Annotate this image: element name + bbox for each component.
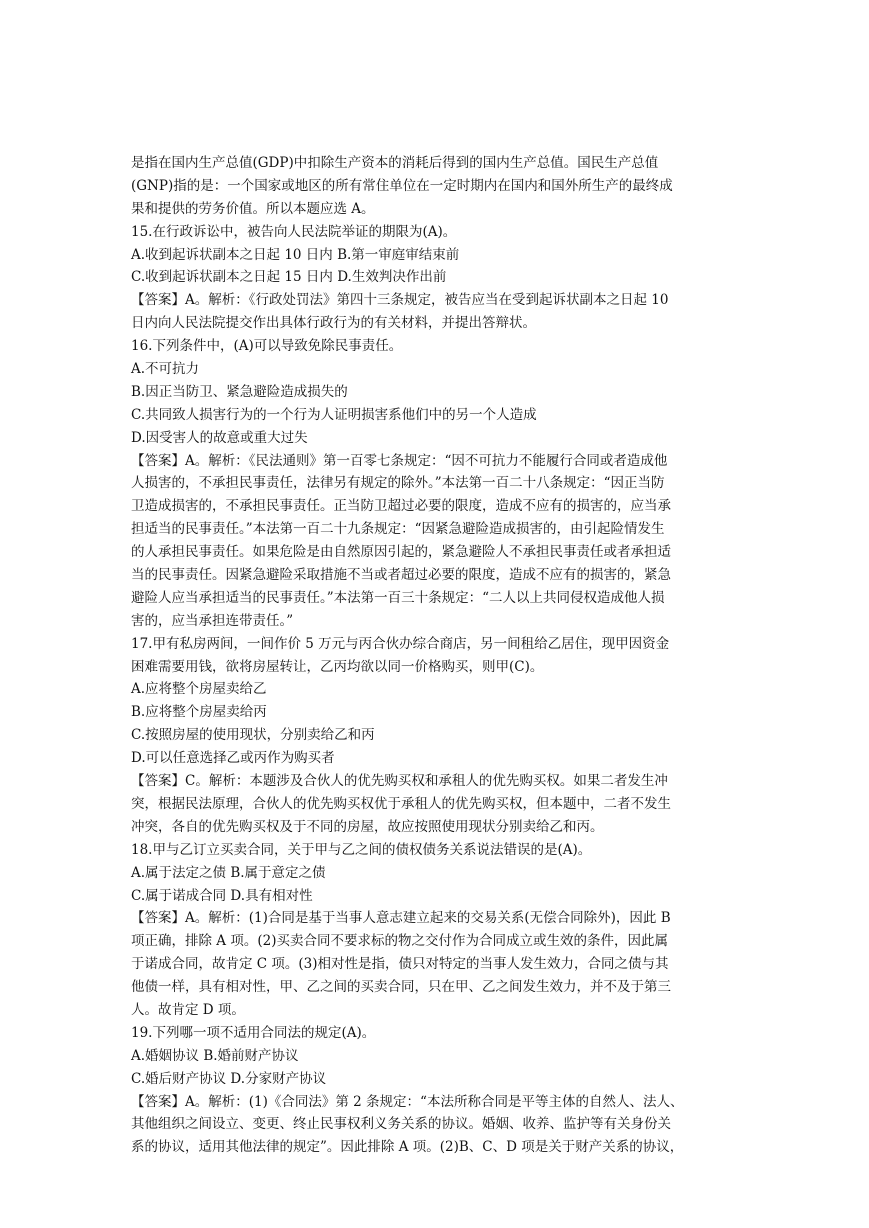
text-line: 【答案】A。解析：(1)合同是基于当事人意志建立起来的交易关系(无偿合同除外)，因此 B: [131, 910, 671, 927]
text-line: 19.下列哪一项不适用合同法的规定(A)。: [131, 1024, 376, 1041]
text-line: 系的协议，适用其他法律的规定”。因此排除 A 项。(2)B、C、D 项是关于财产关系的协议，: [131, 1139, 684, 1156]
text-line: 冲突，各自的优先购买权及于不同的房屋，故应按照使用现状分别卖给乙和丙。: [131, 818, 604, 835]
text-line: 困难需要用钱，欲将房屋转让，乙丙均欲以同一价格购买，则甲(C)。: [131, 658, 544, 675]
text-line: A.收到起诉状副本之日起 10 日内 B.第一审庭审结束前: [131, 246, 460, 263]
text-line: 是指在国内生产总值(GDP)中扣除生产资本的消耗后得到的国内生产总值。国民生产总值: [131, 155, 659, 171]
text-line: C.属于诺成合同 D.具有相对性: [131, 887, 313, 904]
text-line: 17.甲有私房两间，一间作价 5 万元与丙合伙办综合商店，另一间租给乙居住，现甲因资金: [131, 635, 670, 652]
text-line: C.婚后财产协议 D.分家财产协议: [131, 1070, 327, 1087]
text-line: 其他组织之间设立、变更、终止民事权利义务关系的协议。婚姻、收养、监护等有关身份关: [131, 1116, 671, 1133]
text-line: D.因受害人的故意或重大过失: [131, 429, 308, 446]
text-line: D.可以任意选择乙或丙作为购买者: [131, 750, 335, 767]
text-line: A.婚姻协议 B.婚前财产协议: [131, 1047, 299, 1064]
text-line: 担适当的民事责任。”本法第一百二十九条规定：“因紧急避险造成损害的，由引起险情发生: [131, 521, 665, 538]
text-line: 突，根据民法原理，合伙人的优先购买权优于承租人的优先购买权，但本题中，二者不发生: [131, 795, 671, 812]
text-line: 日内向人民法院提交作出具体行政行为的有关材料，并提出答辩状。: [131, 315, 536, 332]
text-line: 当的民事责任。因紧急避险采取措施不当或者超过必要的限度，造成不应有的损害的，紧急: [131, 567, 671, 584]
text-line: A.属于法定之债 B.属于意定之债: [131, 864, 326, 881]
text-line: 人。故肯定 D 项。: [131, 1001, 245, 1018]
text-line: 【答案】A。解析：《民法通则》第一百零七条规定：“因不可抗力不能履行合同或者造成他: [131, 452, 668, 469]
text-line: 避险人应当承担适当的民事责任。”本法第一百三十条规定：“二人以上共同侵权造成他人损: [131, 589, 665, 606]
text-line: A.应将整个房屋卖给乙: [131, 681, 267, 698]
text-line: B.应将整个房屋卖给丙: [131, 704, 267, 721]
text-line: A.不可抗力: [131, 361, 200, 378]
text-line: 18.甲与乙订立买卖合同，关于甲与乙之间的债权债务关系说法错误的是(A)。: [131, 841, 592, 858]
text-line: 的人承担民事责任。如果危险是由自然原因引起的，紧急避险人不承担民事责任或者承担适: [131, 544, 671, 561]
text-line: C.收到起诉状副本之日起 15 日内 D.生效判决作出前: [131, 269, 447, 286]
text-line: 【答案】C。解析：本题涉及合伙人的优先购买权和承租人的优先购买权。如果二者发生冲: [131, 773, 668, 790]
text-line: 【答案】A。解析：(1)《合同法》第 2 条规定：“本法所称合同是平等主体的自然人、法人、: [131, 1093, 684, 1110]
text-line: 于诺成合同，故肯定 C 项。(3)相对性是指，债只对特定的当事人发生效力，合同之债与其: [131, 956, 669, 973]
text-line: 他债一样，具有相对性，甲、乙之间的买卖合同，只在甲、乙之间发生效力，并不及于第三: [131, 979, 671, 996]
text-line: 害的，应当承担连带责任。”: [131, 612, 294, 629]
text-line: 项正确，排除 A 项。(2)买卖合同不要求标的物之交付作为合同成立或生效的条件，因此属: [131, 933, 668, 950]
text-line: C.按照房屋的使用现状，分别卖给乙和丙: [131, 727, 375, 744]
text-line: 人损害的，不承担民事责任，法律另有规定的除外。”本法第一百二十八条规定：“因正当防: [131, 475, 665, 492]
document-body: [131, 152, 741, 1159]
text-line: 16.下列条件中，(A)可以导致免除民事责任。: [131, 338, 403, 355]
text-line: (GNP)指的是：一个国家或地区的所有常住单位在一定时期内在国内和国外所生产的最终成: [131, 177, 673, 194]
text-line: 卫造成损害的，不承担民事责任。正当防卫超过必要的限度，造成不应有的损害的，应当承: [131, 498, 671, 515]
text-line: 果和提供的劳务价值。所以本题应选 A。: [131, 200, 375, 217]
text-line: 【答案】A。解析：《行政处罚法》第四十三条规定，被告应当在受到起诉状副本之日起 10: [131, 292, 669, 309]
text-line: C.共同致人损害行为的一个行为人证明损害系他们中的另一个人造成: [131, 406, 537, 423]
text-line: 15.在行政诉讼中，被告向人民法院举证的期限为(A)。: [131, 223, 457, 240]
text-line: B.因正当防卫、紧急避险造成损失的: [131, 383, 348, 400]
